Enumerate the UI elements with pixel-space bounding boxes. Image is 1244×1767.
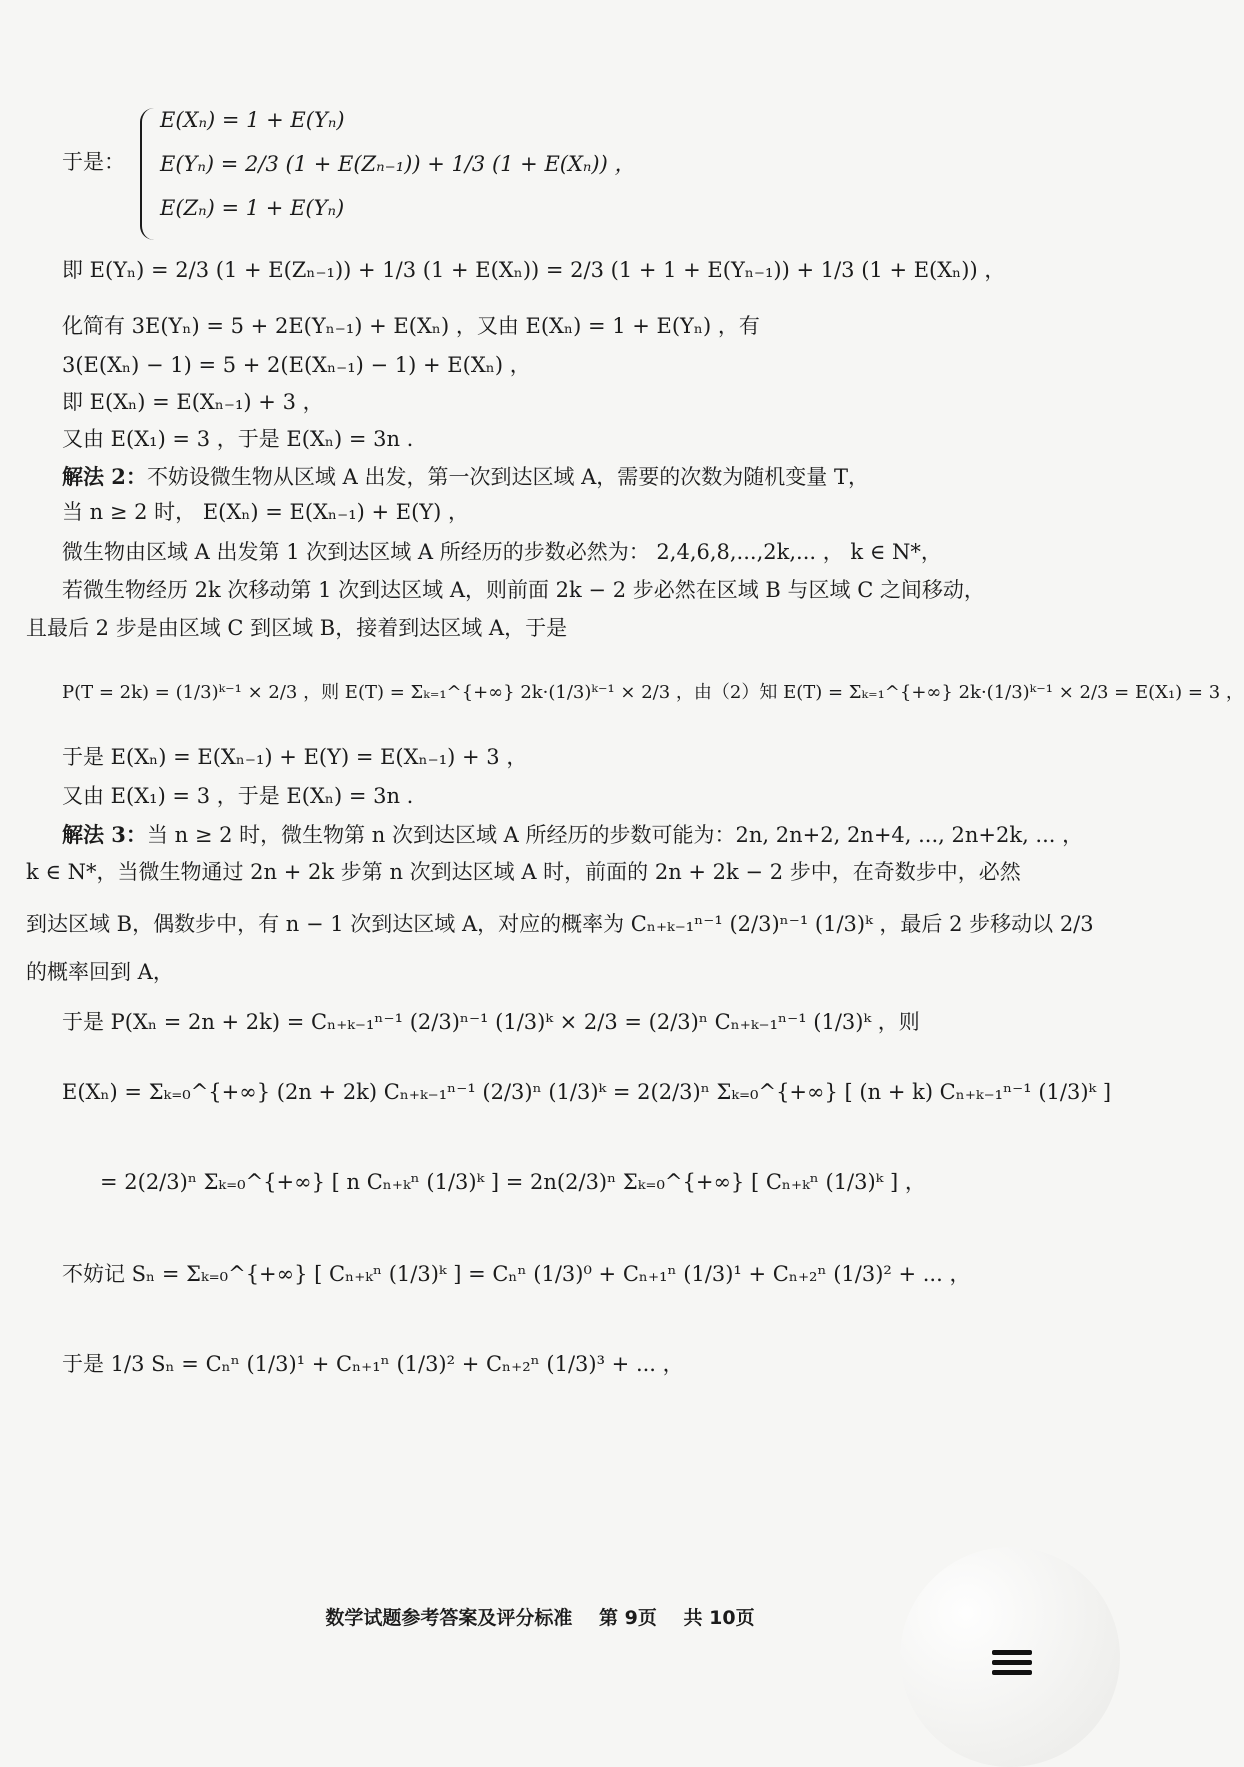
text-line-11: 微生物由区域 A 出发第 1 次到达区域 A 所经历的步数必然为： 2,4,6,8,...,2k,... ， k ∈ N*， — [62, 540, 942, 564]
method-2-line — [62, 464, 869, 490]
footer-page: 第 9页 — [599, 1607, 657, 1629]
menu-bar-icon — [992, 1650, 1032, 1655]
text-line-13: 且最后 2 步是由区域 C 到区域 B，接着到达区域 A，于是 — [26, 616, 568, 640]
method-3-text: 当 n ≥ 2 时，微生物第 n 次到达区域 A 所经历的步数可能为：2n, 2n+2, 2n+4, ..., 2n+2k, ... ， — [146, 823, 1084, 847]
footer-total: 共 10页 — [683, 1607, 755, 1629]
method-3-label: 解法 3： — [62, 822, 147, 847]
system-eq-1: E(Xₙ) = 1 + E(Yₙ) — [160, 108, 345, 132]
text-line-25: 于是 1/3 Sₙ = Cₙⁿ (1/3)¹ + Cₙ₊₁ⁿ (1/3)² + Cₙ₊₂ⁿ (1/3)³ + ... ， — [62, 1352, 684, 1376]
text-line-20: 的概率回到 A， — [26, 960, 174, 984]
text-line-22: E(Xₙ) = Σₖ₌₀^{+∞} (2n + 2k) Cₙ₊ₖ₋₁ⁿ⁻¹ (2/3)ⁿ (1/3)ᵏ = 2(2/3)ⁿ Σₖ₌₀^{+∞} [ (n + k) Cₙ₊ₖ₋₁ⁿ⁻¹ (1/3)ᵏ ] — [62, 1080, 1112, 1104]
yushi-label: 于是： — [62, 150, 125, 174]
text-line-14: P(T = 2k) = (1/3)ᵏ⁻¹ × 2/3 ，则 E(T) = Σₖ₌₁^{+∞} 2k·(1/3)ᵏ⁻¹ × 2/3 ，由（2）知 E(T) = Σₖ₌₁^{+∞} 2k·(1/3)ᵏ⁻¹ × 2/3 = E(X₁) = 3 ， — [62, 682, 1244, 703]
text-line-18: k ∈ N*，当微生物通过 2n + 2k 步第 n 次到达区域 A 时，前面的 2n + 2k − 2 步中，在奇数步中，必然 — [26, 860, 1021, 884]
text-line-23: = 2(2/3)ⁿ Σₖ₌₀^{+∞} [ n Cₙ₊ₖⁿ (1/3)ᵏ ] = 2n(2/3)ⁿ Σₖ₌₀^{+∞} [ Cₙ₊ₖⁿ (1/3)ᵏ ] ， — [100, 1170, 926, 1194]
footer-title: 数学试题参考答案及评分标准 — [325, 1607, 573, 1629]
text-line-7: 即 E(Xₙ) = E(Xₙ₋₁) + 3 ， — [62, 390, 324, 414]
text-line-19: 到达区域 B，偶数步中，有 n − 1 次到达区域 A，对应的概率为 Cₙ₊ₖ₋₁ⁿ⁻¹ (2/3)ⁿ⁻¹ (1/3)ᵏ ，最后 2 步移动以 2/3 — [26, 912, 1094, 936]
method-2-label: 解法 2： — [62, 464, 147, 489]
text-line-15: 于是 E(Xₙ) = E(Xₙ₋₁) + E(Y) = E(Xₙ₋₁) + 3 ， — [62, 745, 528, 769]
system-eq-2: E(Yₙ) = 2/3 (1 + E(Zₙ₋₁)) + 1/3 (1 + E(Xₙ)) ， — [160, 152, 636, 176]
cases-brace — [140, 108, 160, 240]
text-line-8: 又由 E(X₁) = 3 ，于是 E(Xₙ) = 3n . — [62, 427, 414, 451]
text-line-10: 当 n ≥ 2 时， E(Xₙ) = E(Xₙ₋₁) + E(Y) ， — [62, 500, 470, 524]
method-2-text: 不妨设微生物从区域 A 出发，第一次到达区域 A，需要的次数为随机变量 T， — [146, 465, 869, 489]
text-line-12: 若微生物经历 2k 次移动第 1 次到达区域 A，则前面 2k − 2 步必然在区域 B 与区域 C 之间移动， — [62, 578, 985, 602]
menu-button[interactable] — [992, 1645, 1032, 1679]
menu-bar-icon — [992, 1670, 1032, 1675]
menu-bar-icon — [992, 1660, 1032, 1665]
text-line-16: 又由 E(X₁) = 3 ，于是 E(Xₙ) = 3n . — [62, 784, 414, 808]
method-3-line — [62, 822, 1083, 848]
text-line-5: 化简有 3E(Yₙ) = 5 + 2E(Yₙ₋₁) + E(Xₙ) ，又由 E(Xₙ) = 1 + E(Yₙ) ，有 — [62, 314, 760, 338]
text-line-21: 于是 P(Xₙ = 2n + 2k) = Cₙ₊ₖ₋₁ⁿ⁻¹ (2/3)ⁿ⁻¹ (1/3)ᵏ × 2/3 = (2/3)ⁿ Cₙ₊ₖ₋₁ⁿ⁻¹ (1/3)ᵏ ，则 — [62, 1010, 920, 1034]
system-eq-3: E(Zₙ) = 1 + E(Yₙ) — [160, 196, 345, 220]
text-line-24: 不妨记 Sₙ = Σₖ₌₀^{+∞} [ Cₙ₊ₖⁿ (1/3)ᵏ ] = Cₙⁿ (1/3)⁰ + Cₙ₊₁ⁿ (1/3)¹ + Cₙ₊₂ⁿ (1/3)² + ... ， — [62, 1262, 971, 1286]
text-line-4: 即 E(Yₙ) = 2/3 (1 + E(Zₙ₋₁)) + 1/3 (1 + E(Xₙ)) = 2/3 (1 + 1 + E(Yₙ₋₁)) + 1/3 (1 + E(Xₙ)) ， — [62, 258, 1006, 282]
text-line-6: 3(E(Xₙ) − 1) = 5 + 2(E(Xₙ₋₁) − 1) + E(Xₙ) ， — [62, 353, 531, 377]
